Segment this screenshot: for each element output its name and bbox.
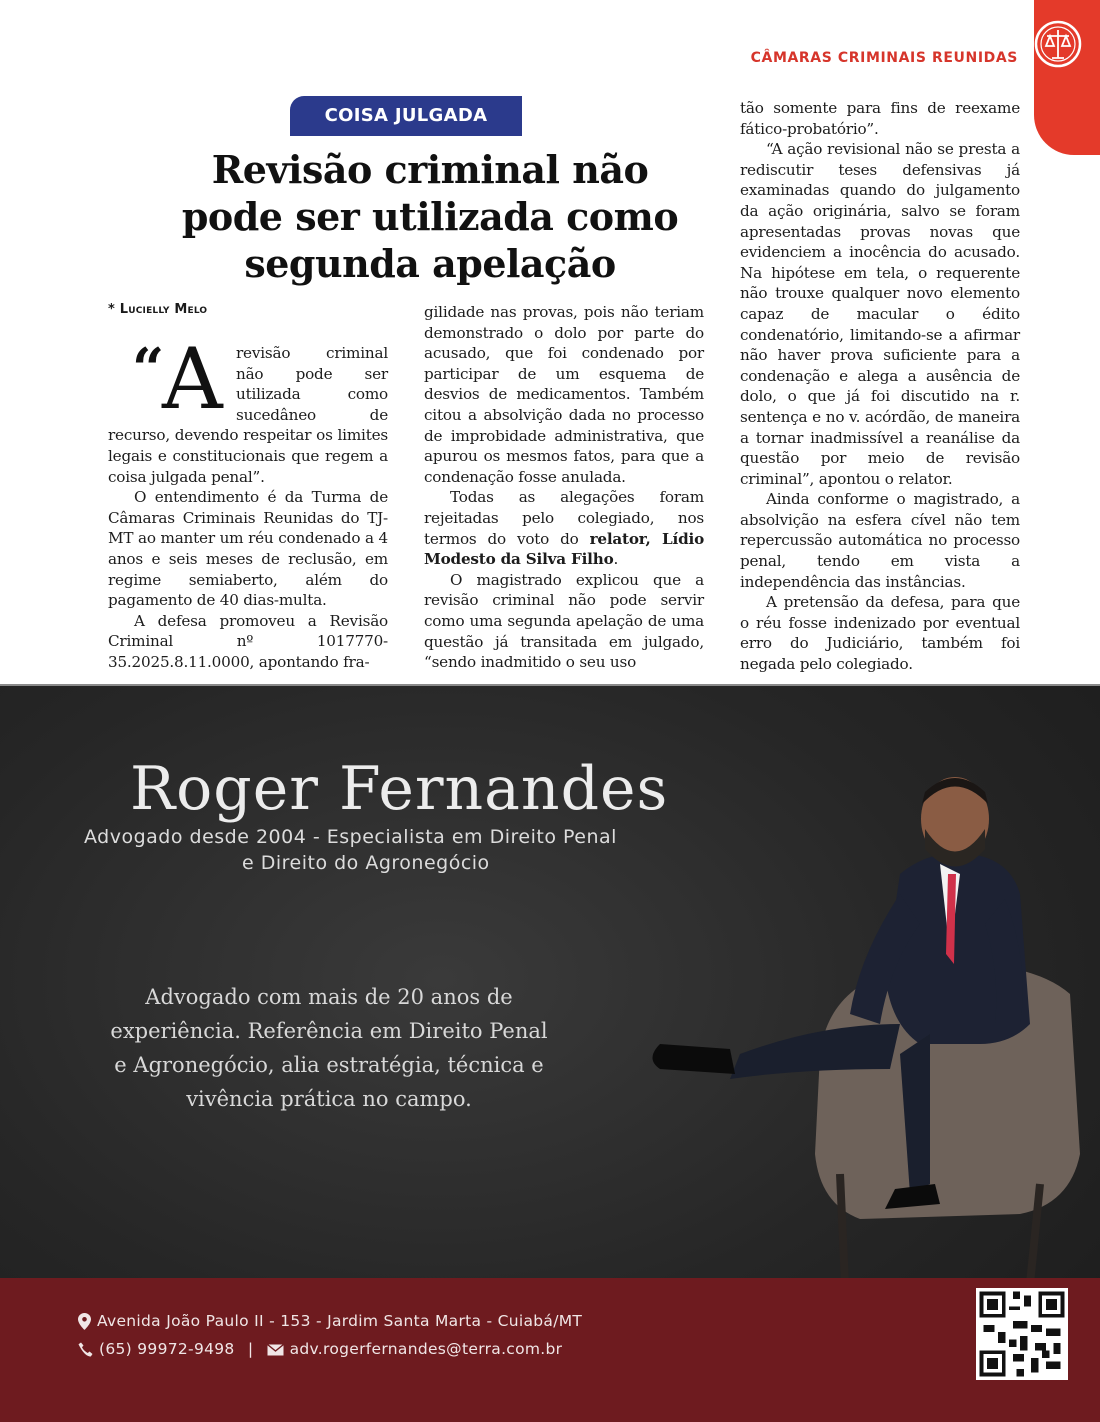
lawyer-portrait bbox=[600, 724, 1100, 1284]
address-text: Avenida João Paulo II - 153 - Jardim Santa Marta - Cuiabá/MT bbox=[97, 1312, 583, 1330]
drop-cap: A bbox=[162, 330, 223, 428]
paragraph-text: revisão criminal não pode ser utilizada como sucedâneo de recurso, devendo respeitar os limites legais e constitucionais que regem a coisa julgada penal”. bbox=[108, 344, 388, 486]
byline bbox=[108, 302, 207, 317]
paragraph: gilidade nas provas, pois não teriam demonstrado o dolo por parte do acusado, que foi condenado por participar de um esquema de desvios de medicamentos. Também citou a absolvição dada no processo de improbidade administrativa, que apurou os mesmos fatos, para que a condenação fosse anulada. bbox=[424, 303, 704, 486]
paragraph: A pretensão da defesa, para que o réu fosse indenizado por eventual erro do Judiciário, também foi negada pelo colegiado. bbox=[740, 593, 1020, 674]
lawyer-advertisement bbox=[0, 684, 1100, 1422]
phone-icon bbox=[78, 1342, 93, 1357]
paragraph: O magistrado explicou que a revisão criminal não pode servir como uma segunda apelação de uma questão já transitada em julgado, “sendo inadmitido o seu uso bbox=[424, 570, 704, 672]
paragraph-text: Todas as alegações foram rejeitadas pelo colegiado, nos termos do voto do bbox=[424, 488, 704, 548]
ad-address bbox=[78, 1312, 582, 1330]
ad-description-line: vivência prática no campo. bbox=[186, 1087, 472, 1111]
ad-description-line: Advogado com mais de 20 anos de bbox=[145, 985, 513, 1009]
byline-prefix: * bbox=[108, 302, 120, 317]
drop-cap-block bbox=[108, 330, 232, 428]
location-pin-icon bbox=[78, 1313, 91, 1330]
ad-description bbox=[96, 980, 562, 1116]
court-emblem-icon bbox=[1032, 18, 1084, 70]
paragraph: O entendimento é da Turma de Câmaras Criminais Reunidas do TJ-MT ao manter um réu condenado a 4 anos e seis meses de reclusão, em regime semiaberto, além do pagamento de 40 dias-multa. bbox=[108, 488, 388, 610]
paragraph: A defesa promoveu a Revisão Criminal nº 1017770-35.2025.8.11.0000, apontando fra- bbox=[108, 611, 388, 671]
article-column-2 bbox=[424, 302, 704, 673]
phone-number[interactable]: (65) 99972-9498 bbox=[99, 1340, 235, 1358]
headline-line: Revisão criminal não bbox=[211, 147, 649, 192]
article-column-3 bbox=[740, 98, 1020, 675]
paragraph-end: . bbox=[613, 550, 619, 569]
article-headline bbox=[150, 146, 710, 287]
article-kicker: COISA JULGADA bbox=[290, 96, 522, 136]
paragraph: tão somente para fins de reexame fático-probatório”. bbox=[740, 99, 1020, 138]
ad-lawyer-name: Roger Fernandes bbox=[130, 754, 669, 824]
ad-contact-line bbox=[78, 1340, 562, 1358]
paragraph: “A ação revisional não se presta a rediscutir teses defensivas já examinadas quando do julgamento da ação originária, salvo se foram apresentadas provas novas que evidenciem a inocência do acusado. Na hipótese em tela, o requerente não trouxe qualquer novo elemento capaz de macular o édito condenatório, limitando-se a afirmar não haver prova suficiente para a condenação e alega a ausência de dolo, o que já foi discutido na r. sentença e no v. acórdão, de maneira a tornar inadmissível a reanálise da questão por meio de revisão criminal”, apontou o relator. bbox=[740, 140, 1020, 488]
article-column-1 bbox=[108, 330, 388, 673]
headline-line: pode ser utilizada como bbox=[181, 194, 679, 239]
paragraph: Ainda conforme o magistrado, a absolvição na esfera cível não tem repercussão automática no processo penal, tendo em vista a independência das instâncias. bbox=[740, 490, 1020, 591]
ad-description-line: e Agronegócio, alia estratégia, técnica e bbox=[114, 1053, 544, 1077]
ad-description-line: experiência. Referência em Direito Penal bbox=[110, 1019, 548, 1043]
ad-subtitle: Advogado desde 2004 - Especialista em Direito Penal bbox=[84, 826, 617, 848]
headline-line: segunda apelação bbox=[244, 241, 616, 286]
drop-quote-mark: “ bbox=[132, 336, 165, 402]
email-address[interactable]: adv.rogerfernandes@terra.com.br bbox=[289, 1340, 563, 1358]
ad-subtitle: e Direito do Agronegócio bbox=[242, 852, 490, 874]
qr-code-icon[interactable] bbox=[976, 1288, 1068, 1380]
paragraph bbox=[108, 330, 388, 487]
ad-divider bbox=[0, 684, 1100, 686]
envelope-icon bbox=[267, 1344, 284, 1356]
byline-author: Lucielly Melo bbox=[119, 302, 208, 317]
contact-separator: | bbox=[247, 1340, 254, 1358]
section-title: CÂMARAS CRIMINAIS REUNIDAS bbox=[750, 50, 1018, 66]
paragraph bbox=[424, 487, 704, 569]
relator-name: relator, Lídio Modesto da Silva Filho bbox=[424, 529, 705, 569]
